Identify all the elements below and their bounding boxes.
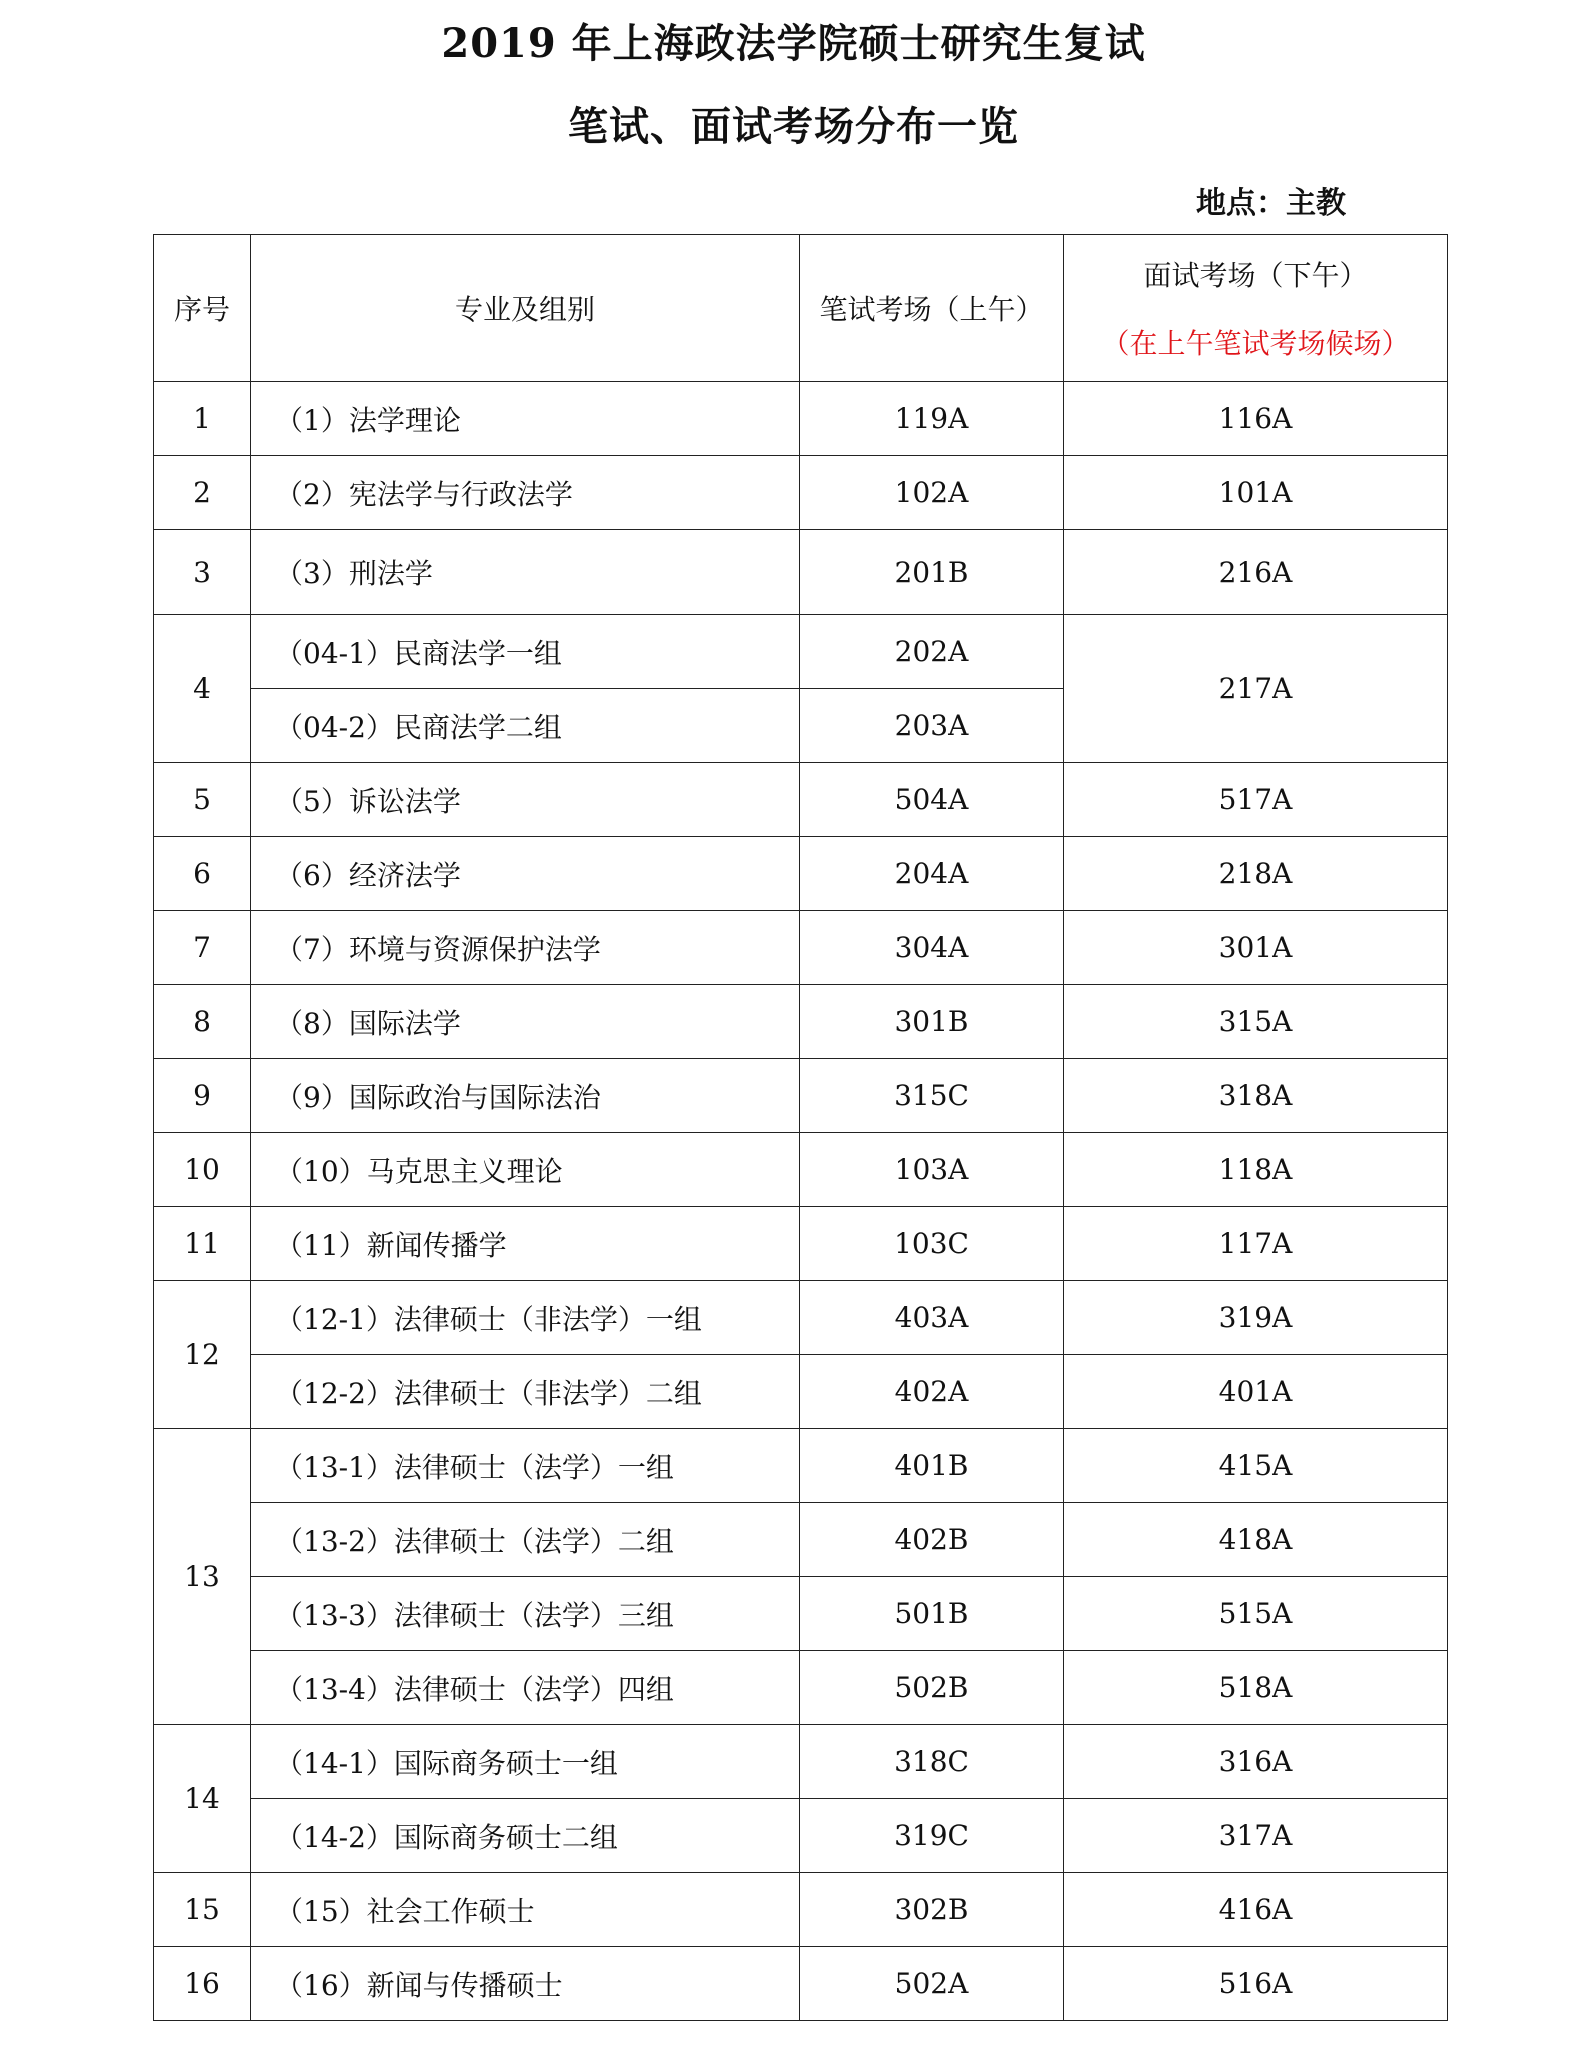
written-room-cell: 102A: [800, 456, 1064, 530]
table-row: [154, 911, 1448, 985]
table-row: [154, 1577, 1448, 1651]
major-cell: （12-2）法律硕士（非法学）二组: [251, 1355, 800, 1429]
seq-cell: 8: [154, 985, 251, 1059]
major-cell: （1）法学理论: [251, 382, 800, 456]
interview-room-cell: 315A: [1064, 985, 1448, 1059]
major-cell: （6）经济法学: [251, 837, 800, 911]
seq-cell: 4: [154, 615, 251, 763]
exam-room-table: [153, 234, 1448, 2021]
seq-cell: 3: [154, 530, 251, 615]
table-row: [154, 1651, 1448, 1725]
interview-room-cell: 401A: [1064, 1355, 1448, 1429]
table-row: [154, 1947, 1448, 2021]
major-cell: （14-1）国际商务硕士一组: [251, 1725, 800, 1799]
seq-cell: 2: [154, 456, 251, 530]
seq-cell: 9: [154, 1059, 251, 1133]
table-row: [154, 837, 1448, 911]
major-cell: （10）马克思主义理论: [251, 1133, 800, 1207]
written-room-cell: 201B: [800, 530, 1064, 615]
written-room-cell: 202A: [800, 615, 1064, 689]
header-seq: 序号: [154, 235, 251, 382]
seq-cell: 10: [154, 1133, 251, 1207]
table-row: [154, 1281, 1448, 1355]
interview-room-cell: 418A: [1064, 1503, 1448, 1577]
written-room-cell: 402B: [800, 1503, 1064, 1577]
written-room-cell: 119A: [800, 382, 1064, 456]
seq-cell: 11: [154, 1207, 251, 1281]
interview-room-cell: 301A: [1064, 911, 1448, 985]
major-cell: （13-2）法律硕士（法学）二组: [251, 1503, 800, 1577]
header-interview-note: （在上午笔试考场候场）: [1101, 327, 1410, 360]
interview-room-cell: 517A: [1064, 763, 1448, 837]
written-room-cell: 501B: [800, 1577, 1064, 1651]
table-row: [154, 1207, 1448, 1281]
table-row: [154, 1503, 1448, 1577]
interview-room-cell: 415A: [1064, 1429, 1448, 1503]
major-cell: （15）社会工作硕士: [251, 1873, 800, 1947]
seq-cell: 5: [154, 763, 251, 837]
major-cell: （11）新闻传播学: [251, 1207, 800, 1281]
header-interview: [1064, 235, 1448, 382]
interview-room-cell: 117A: [1064, 1207, 1448, 1281]
major-cell: （3）刑法学: [251, 530, 800, 615]
written-room-cell: 302B: [800, 1873, 1064, 1947]
written-room-cell: 301B: [800, 985, 1064, 1059]
interview-room-cell: 316A: [1064, 1725, 1448, 1799]
major-cell: （13-3）法律硕士（法学）三组: [251, 1577, 800, 1651]
table-row: [154, 985, 1448, 1059]
major-cell: （5）诉讼法学: [251, 763, 800, 837]
table-row: [154, 1355, 1448, 1429]
location-label: 地点：主教: [1196, 186, 1346, 221]
table-row: [154, 456, 1448, 530]
seq-cell: 16: [154, 1947, 251, 2021]
interview-room-cell: 318A: [1064, 1059, 1448, 1133]
major-cell: （12-1）法律硕士（非法学）一组: [251, 1281, 800, 1355]
header-written: 笔试考场（上午）: [800, 235, 1064, 382]
major-cell: （13-1）法律硕士（法学）一组: [251, 1429, 800, 1503]
major-cell: （16）新闻与传播硕士: [251, 1947, 800, 2021]
table-row: [154, 1133, 1448, 1207]
table-row: [154, 763, 1448, 837]
interview-room-cell: 101A: [1064, 456, 1448, 530]
written-room-cell: 401B: [800, 1429, 1064, 1503]
seq-cell: 6: [154, 837, 251, 911]
seq-cell: 12: [154, 1281, 251, 1429]
interview-room-cell: 319A: [1064, 1281, 1448, 1355]
table-header-row: [154, 235, 1448, 382]
header-major: 专业及组别: [251, 235, 800, 382]
interview-room-cell: 317A: [1064, 1799, 1448, 1873]
interview-room-cell: 217A: [1064, 615, 1448, 763]
seq-cell: 14: [154, 1725, 251, 1873]
interview-room-cell: 116A: [1064, 382, 1448, 456]
major-cell: （04-2）民商法学二组: [251, 689, 800, 763]
table-row: [154, 615, 1448, 689]
written-room-cell: 319C: [800, 1799, 1064, 1873]
written-room-cell: 403A: [800, 1281, 1064, 1355]
document-subtitle: 笔试、面试考场分布一览: [568, 103, 1019, 150]
major-cell: （8）国际法学: [251, 985, 800, 1059]
interview-room-cell: 216A: [1064, 530, 1448, 615]
interview-room-cell: 516A: [1064, 1947, 1448, 2021]
major-cell: （9）国际政治与国际法治: [251, 1059, 800, 1133]
table-row: [154, 1059, 1448, 1133]
major-cell: （2）宪法学与行政法学: [251, 456, 800, 530]
written-room-cell: 504A: [800, 763, 1064, 837]
major-cell: （13-4）法律硕士（法学）四组: [251, 1651, 800, 1725]
table-row: [154, 530, 1448, 615]
written-room-cell: 203A: [800, 689, 1064, 763]
table-row: [154, 1799, 1448, 1873]
seq-cell: 13: [154, 1429, 251, 1725]
table-row: [154, 1429, 1448, 1503]
seq-cell: 7: [154, 911, 251, 985]
major-cell: （14-2）国际商务硕士二组: [251, 1799, 800, 1873]
interview-room-cell: 416A: [1064, 1873, 1448, 1947]
written-room-cell: 304A: [800, 911, 1064, 985]
document-title: 2019 年上海政法学院硕士研究生复试: [441, 20, 1146, 67]
written-room-cell: 204A: [800, 837, 1064, 911]
written-room-cell: 103A: [800, 1133, 1064, 1207]
interview-room-cell: 218A: [1064, 837, 1448, 911]
written-room-cell: 315C: [800, 1059, 1064, 1133]
written-room-cell: 502A: [800, 1947, 1064, 2021]
major-cell: （7）环境与资源保护法学: [251, 911, 800, 985]
written-room-cell: 318C: [800, 1725, 1064, 1799]
table-row: [154, 1725, 1448, 1799]
written-room-cell: 402A: [800, 1355, 1064, 1429]
interview-room-cell: 515A: [1064, 1577, 1448, 1651]
major-cell: （04-1）民商法学一组: [251, 615, 800, 689]
written-room-cell: 103C: [800, 1207, 1064, 1281]
seq-cell: 1: [154, 382, 251, 456]
table-row: [154, 382, 1448, 456]
written-room-cell: 502B: [800, 1651, 1064, 1725]
header-interview-label: 面试考场（下午）: [1143, 259, 1368, 292]
interview-room-cell: 518A: [1064, 1651, 1448, 1725]
interview-room-cell: 118A: [1064, 1133, 1448, 1207]
seq-cell: 15: [154, 1873, 251, 1947]
table-row: [154, 1873, 1448, 1947]
